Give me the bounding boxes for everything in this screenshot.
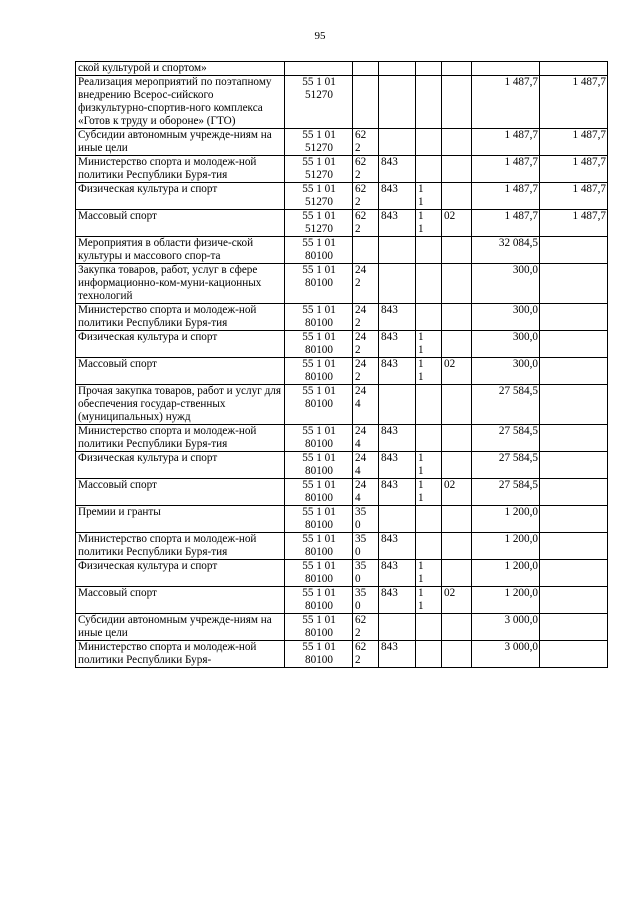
expense-type-cell: 62 2 [353,129,379,156]
expense-name-cell: Физическая культура и спорт [76,331,285,358]
amount-year2-cell [540,237,608,264]
table-row [76,210,608,237]
expense-name-cell: Министерство спорта и молодеж-ной политики Республики Буря- [76,641,285,668]
section-cell: 1 1 [416,587,442,614]
amount-year2-cell [540,641,608,668]
section-cell [416,156,442,183]
section-cell [416,304,442,331]
table-row [76,641,608,668]
target-article-cell: 55 1 01 80100 [285,358,353,385]
target-article-cell: 55 1 01 80100 [285,385,353,425]
section-cell [416,62,442,76]
amount-year2-cell [540,425,608,452]
expense-type-cell: 24 4 [353,385,379,425]
expense-type-cell: 24 4 [353,479,379,506]
subsection-cell [442,237,472,264]
subsection-cell: 02 [442,210,472,237]
section-cell [416,533,442,560]
table-row [76,62,608,76]
table-row [76,614,608,641]
expense-type-cell: 24 2 [353,264,379,304]
amount-year2-cell [540,331,608,358]
amount-year2-cell: 1 487,7 [540,183,608,210]
section-cell [416,506,442,533]
subsection-cell [442,304,472,331]
amount-year1-cell: 1 487,7 [472,129,540,156]
expense-type-cell: 24 2 [353,358,379,385]
amount-year2-cell [540,587,608,614]
amount-year1-cell [472,62,540,76]
expense-type-cell: 35 0 [353,560,379,587]
ministry-code-cell [379,62,416,76]
section-cell: 1 1 [416,358,442,385]
subsection-cell [442,331,472,358]
subsection-cell [442,129,472,156]
section-cell: 1 1 [416,479,442,506]
target-article-cell: 55 1 01 80100 [285,587,353,614]
table-row [76,358,608,385]
amount-year2-cell [540,264,608,304]
expense-type-cell: 24 4 [353,425,379,452]
table-row [76,425,608,452]
amount-year2-cell [540,358,608,385]
subsection-cell [442,425,472,452]
amount-year2-cell [540,560,608,587]
target-article-cell: 55 1 01 80100 [285,560,353,587]
ministry-code-cell: 843 [379,183,416,210]
table-row [76,587,608,614]
expense-type-cell: 35 0 [353,587,379,614]
ministry-code-cell: 843 [379,587,416,614]
expense-name-cell: Физическая культура и спорт [76,183,285,210]
expense-name-cell: Массовый спорт [76,479,285,506]
amount-year1-cell: 300,0 [472,331,540,358]
expense-type-cell [353,76,379,129]
amount-year2-cell [540,385,608,425]
amount-year2-cell [540,62,608,76]
expense-type-cell: 62 2 [353,156,379,183]
target-article-cell: 55 1 01 80100 [285,304,353,331]
table-row [76,331,608,358]
ministry-code-cell [379,506,416,533]
section-cell [416,385,442,425]
amount-year2-cell: 1 487,7 [540,76,608,129]
table-row [76,183,608,210]
section-cell [416,237,442,264]
amount-year1-cell: 1 487,7 [472,76,540,129]
amount-year1-cell: 27 584,5 [472,479,540,506]
target-article-cell: 55 1 01 80100 [285,425,353,452]
section-cell [416,641,442,668]
table-row [76,237,608,264]
amount-year1-cell: 3 000,0 [472,641,540,668]
expense-name-cell: Субсидии автономным учрежде-ниям на иные цели [76,129,285,156]
expense-name-cell: Реализация мероприятий по поэтапному внедрению Всерос-сийского физкультурно-спортив-ного комплекса «Готов к труду и обороне» (ГТО) [76,76,285,129]
amount-year2-cell: 1 487,7 [540,210,608,237]
subsection-cell: 02 [442,587,472,614]
expense-type-cell: 24 4 [353,452,379,479]
ministry-code-cell [379,264,416,304]
subsection-cell [442,452,472,479]
amount-year1-cell: 1 200,0 [472,560,540,587]
expense-name-cell: Физическая культура и спорт [76,452,285,479]
amount-year1-cell: 1 200,0 [472,587,540,614]
ministry-code-cell: 843 [379,452,416,479]
amount-year1-cell: 1 487,7 [472,210,540,237]
expense-name-cell: Закупка товаров, работ, услуг в сфере информационно-ком-муни-кационных технологий [76,264,285,304]
target-article-cell: 55 1 01 51270 [285,156,353,183]
target-article-cell: 55 1 01 51270 [285,129,353,156]
table-body [76,62,608,668]
expense-type-cell: 24 2 [353,331,379,358]
expense-type-cell: 62 2 [353,641,379,668]
subsection-cell [442,641,472,668]
target-article-cell: 55 1 01 51270 [285,183,353,210]
amount-year2-cell: 1 487,7 [540,129,608,156]
table-row [76,264,608,304]
expense-name-cell: Субсидии автономным учрежде-ниям на иные цели [76,614,285,641]
table-row [76,533,608,560]
table-row [76,76,608,129]
table-row [76,156,608,183]
subsection-cell [442,533,472,560]
amount-year2-cell [540,614,608,641]
target-article-cell: 55 1 01 80100 [285,506,353,533]
amount-year1-cell: 3 000,0 [472,614,540,641]
expense-type-cell: 62 2 [353,614,379,641]
amount-year1-cell: 1 200,0 [472,533,540,560]
table-row [76,479,608,506]
ministry-code-cell: 843 [379,479,416,506]
amount-year2-cell [540,506,608,533]
ministry-code-cell: 843 [379,641,416,668]
expense-name-cell: Министерство спорта и молодеж-ной политики Республики Буря-тия [76,304,285,331]
section-cell [416,425,442,452]
subsection-cell [442,614,472,641]
expense-type-cell: 35 0 [353,506,379,533]
subsection-cell: 02 [442,358,472,385]
expense-name-cell: Мероприятия в области физиче-ской культуры и массового спор-та [76,237,285,264]
table-row [76,452,608,479]
amount-year1-cell: 300,0 [472,358,540,385]
subsection-cell [442,385,472,425]
ministry-code-cell: 843 [379,560,416,587]
target-article-cell: 55 1 01 80100 [285,614,353,641]
amount-year2-cell [540,304,608,331]
expense-name-cell: Физическая культура и спорт [76,560,285,587]
ministry-code-cell: 843 [379,331,416,358]
expense-type-cell: 62 2 [353,183,379,210]
expense-type-cell: 62 2 [353,210,379,237]
budget-table [75,61,608,668]
ministry-code-cell: 843 [379,533,416,560]
amount-year1-cell: 1 200,0 [472,506,540,533]
ministry-code-cell: 843 [379,304,416,331]
ministry-code-cell: 843 [379,210,416,237]
subsection-cell [442,560,472,587]
amount-year1-cell: 27 584,5 [472,425,540,452]
subsection-cell [442,156,472,183]
expense-name-cell: Прочая закупка товаров, работ и услуг для обеспечения государ-ственных (муниципальных) нужд [76,385,285,425]
ministry-code-cell [379,129,416,156]
table-row [76,129,608,156]
expense-name-cell: Министерство спорта и молодеж-ной политики Республики Буря-тия [76,533,285,560]
ministry-code-cell [379,237,416,264]
amount-year2-cell [540,479,608,506]
amount-year1-cell: 27 584,5 [472,452,540,479]
subsection-cell: 02 [442,479,472,506]
section-cell: 1 1 [416,210,442,237]
table-row [76,506,608,533]
target-article-cell: 55 1 01 80100 [285,237,353,264]
expense-type-cell: 35 0 [353,533,379,560]
target-article-cell [285,62,353,76]
section-cell: 1 1 [416,331,442,358]
subsection-cell [442,62,472,76]
target-article-cell: 55 1 01 80100 [285,479,353,506]
section-cell [416,76,442,129]
target-article-cell: 55 1 01 51270 [285,210,353,237]
subsection-cell [442,183,472,210]
amount-year2-cell: 1 487,7 [540,156,608,183]
expense-type-cell [353,62,379,76]
expense-name-cell: Министерство спорта и молодеж-ной политики Республики Буря-тия [76,425,285,452]
subsection-cell [442,76,472,129]
table-row [76,304,608,331]
target-article-cell: 55 1 01 80100 [285,331,353,358]
expense-name-cell: Премии и гранты [76,506,285,533]
expense-type-cell: 24 2 [353,304,379,331]
expense-name-cell: ской культурой и спортом» [76,62,285,76]
ministry-code-cell [379,76,416,129]
amount-year1-cell: 300,0 [472,264,540,304]
ministry-code-cell [379,614,416,641]
table-row [76,560,608,587]
ministry-code-cell [379,385,416,425]
section-cell: 1 1 [416,560,442,587]
expense-type-cell [353,237,379,264]
subsection-cell [442,264,472,304]
target-article-cell: 55 1 01 51270 [285,76,353,129]
amount-year1-cell: 1 487,7 [472,183,540,210]
subsection-cell [442,506,472,533]
ministry-code-cell: 843 [379,425,416,452]
amount-year1-cell: 27 584,5 [472,385,540,425]
section-cell [416,264,442,304]
section-cell [416,129,442,156]
amount-year1-cell: 1 487,7 [472,156,540,183]
expense-name-cell: Массовый спорт [76,210,285,237]
amount-year2-cell [540,533,608,560]
target-article-cell: 55 1 01 80100 [285,264,353,304]
target-article-cell: 55 1 01 80100 [285,452,353,479]
ministry-code-cell: 843 [379,358,416,385]
table-row [76,385,608,425]
target-article-cell: 55 1 01 80100 [285,533,353,560]
expense-name-cell: Массовый спорт [76,587,285,614]
target-article-cell: 55 1 01 80100 [285,641,353,668]
expense-name-cell: Массовый спорт [76,358,285,385]
ministry-code-cell: 843 [379,156,416,183]
section-cell: 1 1 [416,452,442,479]
amount-year1-cell: 32 084,5 [472,237,540,264]
section-cell: 1 1 [416,183,442,210]
expense-name-cell: Министерство спорта и молодеж-ной политики Республики Буря-тия [76,156,285,183]
amount-year2-cell [540,452,608,479]
amount-year1-cell: 300,0 [472,304,540,331]
page-number: 95 [314,30,326,42]
section-cell [416,614,442,641]
